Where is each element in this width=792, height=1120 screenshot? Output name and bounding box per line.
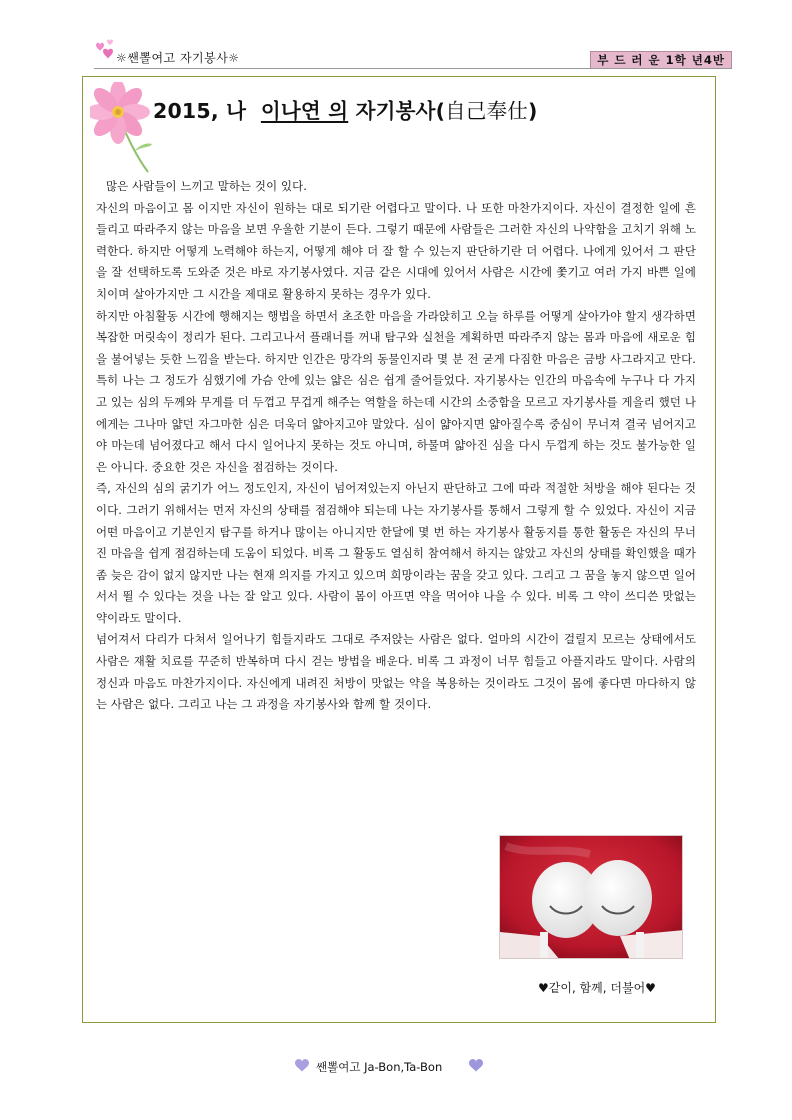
- title-hanja: 自己奉仕: [445, 99, 528, 123]
- title-year: 2015, 나: [153, 99, 247, 123]
- heart-icon: [467, 1056, 485, 1074]
- hugging-figures-photo: [499, 835, 683, 959]
- title-author-name: 이나연 의: [260, 99, 349, 123]
- header-divider: [94, 68, 732, 69]
- title-suffix: 자기봉사(: [355, 99, 446, 123]
- paragraph: 즉, 자신의 심의 굵기가 어느 정도인지, 자신이 넘어져있는지 아닌지 판단하고 그에 따라 적절한 처방을 해야 된다는 것이다. 그러기 위해서는 먼저 자신의 상태를 점검해야 되는데 나는 자기봉사를 통해서 그렇게 할 수 있었다. 자신이 지금 어떤 마음이고 기분인지 탐구를 하거나 많이는 아니지만 한달에 몇 번 하는 자기봉사 활동지를 통한 활동은 자신의 무너진 마음을 쉽게 점검하는데 도움이 되었다. 비록 그 활동도 열심히 참여해서 하지는 않았고 자신의 상태를 확인했을 때가 좀 늦은 감이 없지 않지만 나는 현재 의지를 가지고 있으며 희망이라는 꿈을 갖고 있다. 그리고 그 꿈을 놓지 않으면 일어서서 뛸 수 있다는 것을 나는 잘 알고 있다. 사람이 몸이 아프면 약을 먹어야 나을 수 있다. 비록 그 약이 쓰디쓴 맛없는 약이라도 말이다.: [96, 481, 696, 625]
- photo-caption: ♥같이, 함께, 더불어♥: [538, 981, 656, 995]
- header-school-text: ☼쌘뽈여고 자기봉사☼: [116, 51, 240, 65]
- essay-body: [96, 176, 696, 716]
- paragraph: 많은 사람들이 느끼고 말하는 것이 있다.: [106, 179, 308, 193]
- title-close: ): [527, 99, 538, 123]
- heart-icon: [293, 1056, 311, 1074]
- footer-text: 쌘뽈여고 Ja-Bon,Ta-Bon: [316, 1060, 443, 1074]
- paragraph: 넘어져서 다리가 다쳐서 일어나기 힘들지라도 그대로 주저앉는 사람은 없다. 얼마의 시간이 걸릴지 모르는 상태에서도 사람은 재활 치료를 꾸준히 반복하며 다시 걷는 방법을 배운다. 비록 그 과정이 너무 힘들고 아플지라도 말이다. 사람의 정신과 마음도 마찬가지이다. 자신에게 내려진 처방이 맛없는 약을 복용하는 것이라도 그것이 몸에 좋다면 마다하지 않는 사람은 없다. 그리고 나는 그 과정을 자기봉사와 함께 할 것이다.: [96, 632, 696, 712]
- paragraph: 하지만 아침활동 시간에 행해지는 행법을 하면서 초조한 마음을 가라앉히고 오늘 하루를 어떻게 살아가야 할지 생각하면 복잡한 머릿속이 정리가 된다. 그리고나서 플래너를 꺼내 탐구와 실천을 계획하면 따라주지 않는 몸과 마음에 새로운 힘을 불어넣는 듯한 느낌을 받는다. 하지만 인간은 망각의 동물인지라 몇 분 전 굳게 다짐한 마음은 금방 사그라지고 만다. 특히 나는 그 정도가 심했기에 가슴 안에 있는 얇은 심은 쉽게 줄어들었다. 자기봉사는 인간의 마음속에 누구나 다 가지고 있는 심의 두께와 무게를 더 두껍고 무겁게 해주는 역할을 하는데 시간의 소중함을 모르고 자기봉사를 게을리 했던 나에게는 그나마 얇던 자그마한 심은 더욱더 얇아지고야 말았다. 심이 얇아지면 얇아질수록 중심이 무너져 결국 넘어지고야 마는데 넘어졌다고 해서 다시 일어나지 못하는 것도 아니며, 하물며 얇아진 심을 다시 두껍게 하는 것도 불가능한 일은 아니다. 중요한 것은 자신을 점검하는 것이다.: [96, 308, 696, 474]
- hearts-icon: [94, 36, 118, 62]
- paragraph: 자신의 마음이고 몸 이지만 자신이 원하는 대로 되기란 어렵다고 말이다. 나 또한 마찬가지이다. 자신이 결정한 일에 흔들리고 따라주지 않는 마음을 보면 우울한 기분이 든다. 그렇기 때문에 사람들은 그러한 자신의 나약함을 고치기 위해 노력한다. 하지만 어떻게 노력해야 하는지, 어떻게 해야 더 잘 할 수 있는지 판단하기란 더 어렵다. 나에게 있어서 그 판단을 잘 선택하도록 도와준 것은 바로 자기봉사였다. 지금 같은 시대에 있어서 사람은 시간에 쫓기고 여러 가지 바쁜 일에 치이며 살아가지만 그 시간을 제대로 활용하지 못하는 경우가 있다.: [96, 200, 696, 301]
- cosmos-flower-icon: [90, 82, 162, 174]
- header-class-label: 부 드 러 운 1학 년4반: [590, 51, 732, 69]
- page-title: [153, 94, 538, 124]
